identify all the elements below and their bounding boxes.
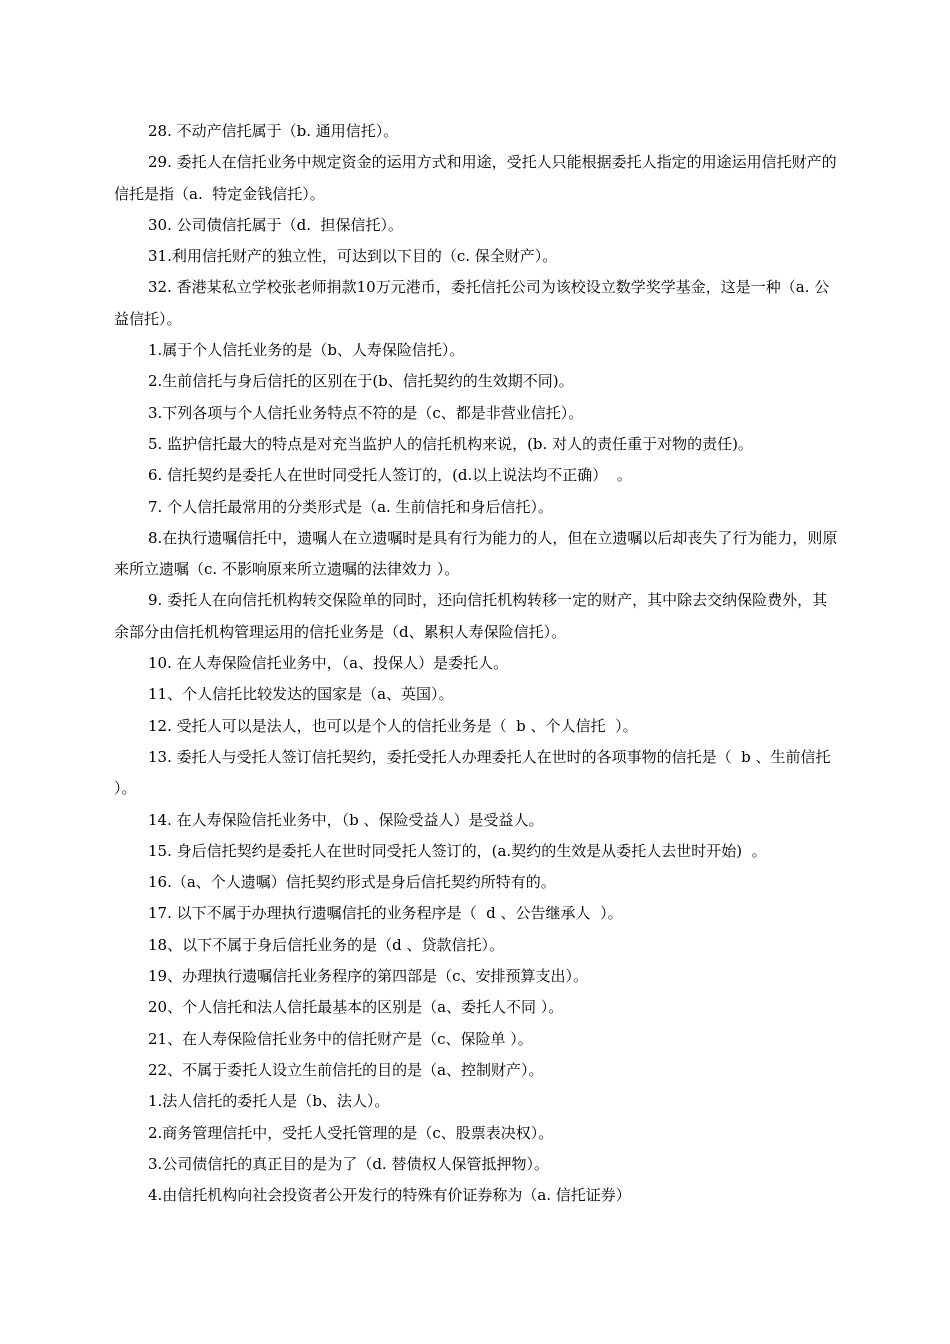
personal-trust-question-18: 18、以下不属于身后信托业务的是（d 、贷款信托）。 — [148, 935, 504, 954]
personal-trust-question-21: 21、在人寿保险信托业务中的信托财产是（c、保险单 ）。 — [148, 1029, 533, 1048]
corporate-trust-question-4: 4.由信托机构向社会投资者公开发行的特殊有价证券称为（a. 信托证券） — [148, 1186, 631, 1205]
personal-trust-question-20: 20、个人信托和法人信托最基本的区别是（a、委托人不同 ）。 — [148, 998, 564, 1017]
corporate-trust-question-2: 2.商务管理信托中，受托人受托管理的是（c、股票表决权）。 — [148, 1123, 554, 1142]
document-body — [114, 116, 845, 1211]
question-32: 32. 香港某私立学校张老师捐款10万元港币，委托信托公司为该校设立数学奖学基金，这是一种（a. 公益信托）。 — [114, 278, 830, 328]
question-29: 29. 委托人在信托业务中规定资金的运用方式和用途，受托人只能根据委托人指定的用途运用信托财产的信托是指（a. 特定金钱信托）。 — [114, 153, 837, 203]
personal-trust-question-14: 14. 在人寿保险信托业务中，（b 、保险受益人）是受益人。 — [148, 810, 544, 829]
personal-trust-question-10: 10. 在人寿保险信托业务中，（a、投保人）是委托人。 — [148, 654, 509, 673]
personal-trust-question-19: 19、办理执行遗嘱信托业务程序的第四部是（c、安排预算支出）。 — [148, 967, 588, 986]
corporate-trust-question-3: 3.公司债信托的真正目的是为了（d. 替债权人保管抵押物）。 — [148, 1154, 549, 1173]
personal-trust-question-12: 12. 受托人可以是法人，也可以是个人的信托业务是（ b 、个人信托 ）。 — [148, 716, 638, 735]
personal-trust-question-13: 13. 委托人与受托人签订信托契约，委托受托人办理委托人在世时的各项事物的信托是（ b 、生前信托 ）。 — [114, 747, 845, 798]
personal-trust-question-9: 9. 委托人在向信托机构转交保险单的同时，还向信托机构转移一定的财产，其中除去交纳保险费外，其余部分由信托机构管理运用的信托业务是（d、累积人寿保险信托）。 — [114, 591, 828, 641]
personal-trust-question-16: 16.（a、个人遗嘱）信托契约形式是身后信托契约所特有的。 — [148, 873, 556, 892]
question-30: 30. 公司债信托属于（d. 担保信托）。 — [148, 215, 404, 234]
personal-trust-question-5: 5. 监护信托最大的特点是对充当监护人的信托机构来说，(b. 对人的责任重于对物的责任)。 — [148, 434, 753, 453]
question-31: 31.利用信托财产的独立性，可达到以下目的（c. 保全财产）。 — [148, 247, 558, 266]
question-28: 28. 不动产信托属于（b. 通用信托）。 — [148, 122, 399, 140]
personal-trust-question-6: 6. 信托契约是委托人在世时同受托人签订的，(d.以上说法均不正确） 。 — [148, 466, 632, 485]
personal-trust-question-3: 3.下列各项与个人信托业务特点不符的是（c、都是非营业信托）。 — [148, 403, 584, 422]
personal-trust-question-1: 1.属于个人信托业务的是（b、人寿保险信托）。 — [148, 341, 465, 360]
personal-trust-question-2: 2.生前信托与身后信托的区别在于(b、信托契约的生效期不同)。 — [148, 372, 574, 391]
personal-trust-question-8: 8.在执行遗嘱信托中，遗嘱人在立遗嘱时是具有行为能力的人，但在立遗嘱以后却丧失了行为能力，则原来所立遗嘱（c. 不影响原来所立遗嘱的法律效力 ）。 — [114, 528, 838, 579]
corporate-trust-question-1: 1.法人信托的委托人是（b、法人）。 — [148, 1092, 390, 1111]
personal-trust-question-15: 15. 身后信托契约是委托人在世时同受托人签订的，(a.契约的生效是从委托人去世时开始) 。 — [148, 841, 767, 860]
personal-trust-question-22: 22、不属于委托人设立生前信托的目的是（a、控制财产）。 — [148, 1060, 544, 1079]
personal-trust-question-11: 11、个人信托比较发达的国家是（a、英国）。 — [148, 685, 454, 704]
personal-trust-question-17: 17. 以下不属于办理执行遗嘱信托的业务程序是（ d 、公告继承人 ）。 — [148, 904, 623, 923]
personal-trust-question-7: 7. 个人信托最常用的分类形式是（a. 生前信托和身后信托）。 — [148, 497, 554, 516]
